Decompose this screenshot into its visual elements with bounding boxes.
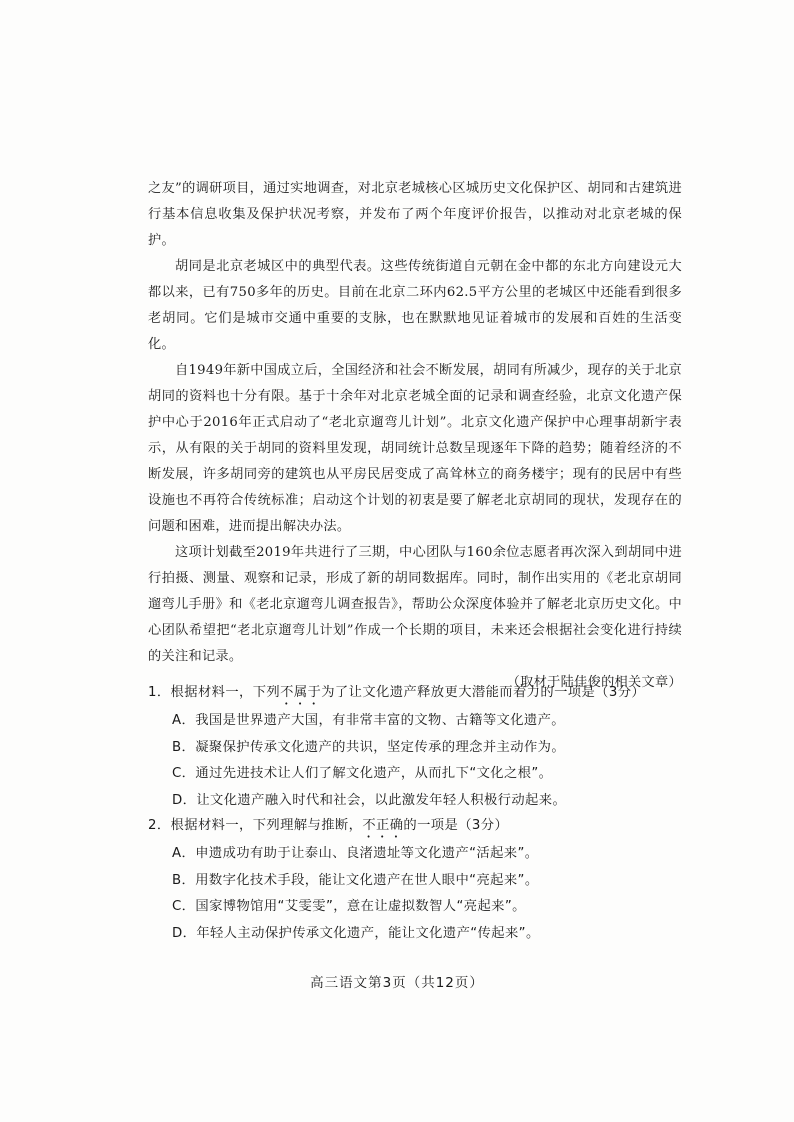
question-2 [148, 813, 688, 947]
question-1-stem [148, 680, 688, 708]
material-paragraph-4: 这项计划截至2019年共进行了三期，中心团队与160余位志愿者再次深入到胡同中进行拍摄、测量、观察和记录，形成了新的胡同数据库。同时，制作出实用的《老北京胡同遛弯儿手册》和《老北京遛弯儿调查报告》，帮助公众深度体验并了解老北京历史文化。中心团队希望把“老北京遛弯儿计划”作成一个长期的项目，未来还会根据社会变化进行持续的关注和记录。 [148, 545, 682, 664]
reading-material [148, 176, 682, 696]
question-1-stem-prefix: 1．根据材料一，下列 [148, 685, 281, 700]
material-paragraph-1: 之友”的调研项目，通过实地调查，对北京老城核心区城历史文化保护区、胡同和古建筑进行基本信息收集及保护状况考察，并发布了两个年度评价报告，以推动对北京老城的保护。 [148, 181, 682, 248]
question-2-option-c: C．国家博物馆用“艾雯雯”，意在让虚拟数智人“亮起来”。 [172, 899, 526, 914]
question-2-option-b: B．用数字化技术手段，能让文化遗产在世人眼中“亮起来”。 [172, 872, 539, 888]
material-paragraph-3: 自1949年新中国成立后，全国经济和社会不断发展，胡同有所减少，现存的关于北京胡同的资料也十分有限。基于十余年对北京老城全面的记录和调查经验，北京文化遗产保护中心于2016年正式启动了“老北京遛弯儿计划”。北京文化遗产保护中心理事胡新宇表示，从有限的关于胡同的资料里发现，胡同统计总数呈现逐年下降的趋势；随着经济的不断发展，许多胡同旁的建筑也从平房民居变成了高耸林立的商务楼宇；现有的民居中有些设施也不再符合传统标准；启动这个计划的初衷是要了解老北京胡同的现状，发现存在的问题和困难，进而提出解决办法。 [148, 363, 682, 534]
question-1-stem-suffix: 为了让文化遗产释放更大潜能而着力的一项是（3分） [321, 685, 646, 700]
question-2-stem-prefix: 2．根据材料一，下列理解与推断， [148, 818, 363, 833]
question-2-option-d: D．年轻人主动保护传承文化遗产，能让文化遗产“传起来”。 [172, 925, 540, 941]
question-2-option-a: A．申遗成功有助于让泰山、良渚遗址等文化遗产“活起来”。 [172, 846, 539, 861]
question-1-stem-emphasis: 不属于 [280, 685, 322, 700]
question-2-stem-emphasis: 不正确 [362, 818, 404, 833]
material-source: （取材于陆佳俊的相关文章） [506, 675, 682, 690]
page-footer: 高三语文第3页（共12页） [310, 975, 484, 991]
question-2-stem [148, 813, 688, 841]
question-1-option-a: A．我国是世界遗产大国，有非常丰富的文物、古籍等文化遗产。 [172, 713, 566, 728]
question-1-option-c: C．通过先进技术让人们了解文化遗产，从而扎下“文化之根”。 [172, 766, 553, 781]
question-1-option-b: B．凝聚保护传承文化遗产的共识，坚定传承的理念并主动作为。 [172, 739, 566, 755]
question-2-stem-suffix: 的一项是（3分） [403, 818, 509, 833]
material-paragraph-2: 胡同是北京老城区中的典型代表。这些传统街道自元朝在金中都的东北方向建设元大都以来，已有750多年的历史。目前在北京二环内62.5平方公里的老城区中还能看到很多老胡同。它们是城市交通中重要的支脉，也在默默地见证着城市的发展和百姓的生活变化。 [148, 259, 682, 352]
question-1-option-d: D．让文化遗产融入时代和社会，以此激发年轻人积极行动起来。 [172, 792, 567, 808]
question-1 [148, 680, 688, 814]
